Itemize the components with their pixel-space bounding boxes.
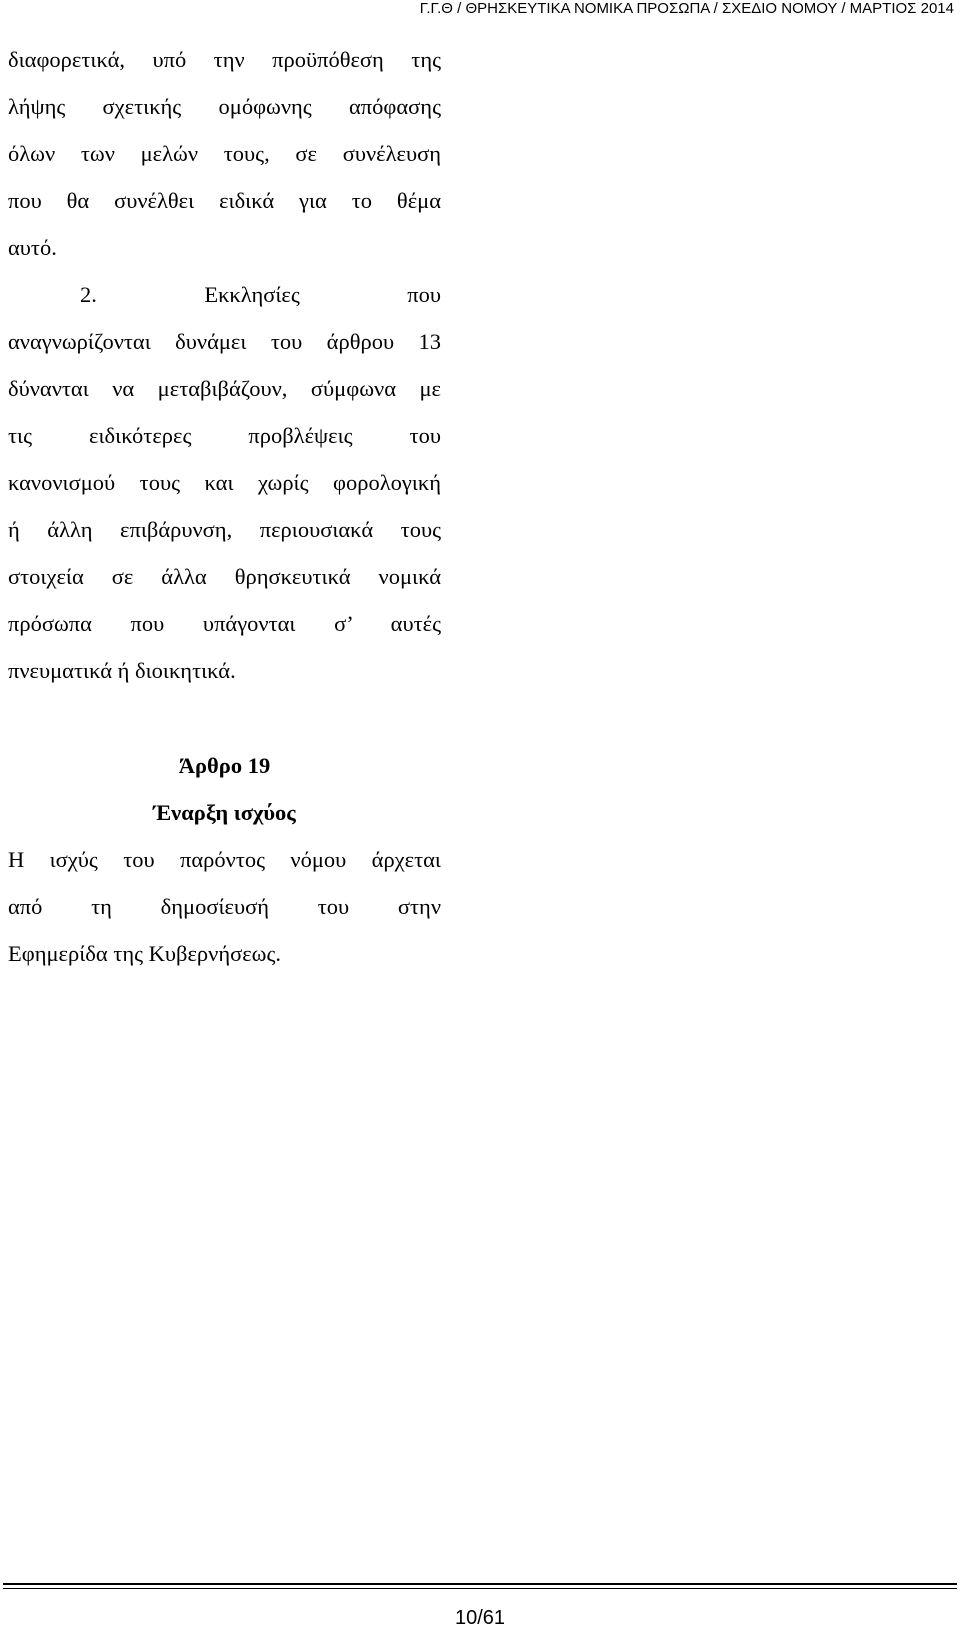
text-line: διαφορετικά, υπό την προϋπόθεση της: [8, 47, 441, 72]
text-line: στοιχεία σε άλλα θρησκευτικά νομικά: [8, 564, 441, 589]
document-body: [8, 36, 441, 977]
text-line: αυτό.: [8, 235, 57, 260]
text-line: 2. Εκκλησίες που: [80, 282, 441, 307]
article-number: Άρθρο 19: [178, 753, 271, 778]
text-line: πρόσωπα που υπάγονται σ’ αυτές: [8, 611, 441, 636]
text-line: δύνανται να μεταβιβάζουν, σύμφωνα με: [8, 376, 441, 401]
text-line: ή άλλη επιβάρυνση, περιουσιακά τους: [8, 517, 441, 542]
text-line: που θα συνέλθει ειδικά για το θέμα: [8, 188, 441, 213]
running-header: Γ.Γ.Θ / ΘΡΗΣΚΕΥΤΙΚΑ ΝΟΜΙΚΑ ΠΡΟΣΩΠΑ / ΣΧΕΔΙΟ ΝΟΜΟΥ / ΜΑΡΤΙΟΣ 2014: [419, 0, 954, 17]
text-line: πνευματικά ή διοικητικά.: [8, 658, 236, 683]
page-number: 10/61: [454, 1607, 506, 1629]
text-line: αναγνωρίζονται δυνάμει του άρθρου 13: [8, 329, 441, 354]
text-line: από τη δημοσίευσή του στην: [8, 894, 441, 919]
paragraph-3: [8, 836, 441, 977]
article-title: Έναρξη ισχύος: [153, 800, 296, 825]
paragraph-continuation: [8, 36, 441, 271]
text-line: τις ειδικότερες προβλέψεις του: [8, 423, 441, 448]
text-line: Εφημερίδα της Κυβερνήσεως.: [8, 941, 282, 966]
text-line: όλων των μελών τους, σε συνέλευση: [8, 141, 441, 166]
paragraph-2: [8, 271, 441, 694]
text-line: Η ισχύς του παρόντος νόμου άρχεται: [8, 847, 441, 872]
spacer: [8, 694, 441, 742]
text-line: λήψης σχετικής ομόφωνης απόφασης: [8, 94, 441, 119]
text-line: κανονισμού τους και χωρίς φορολογική: [8, 470, 441, 495]
footer-divider: [3, 1583, 957, 1589]
